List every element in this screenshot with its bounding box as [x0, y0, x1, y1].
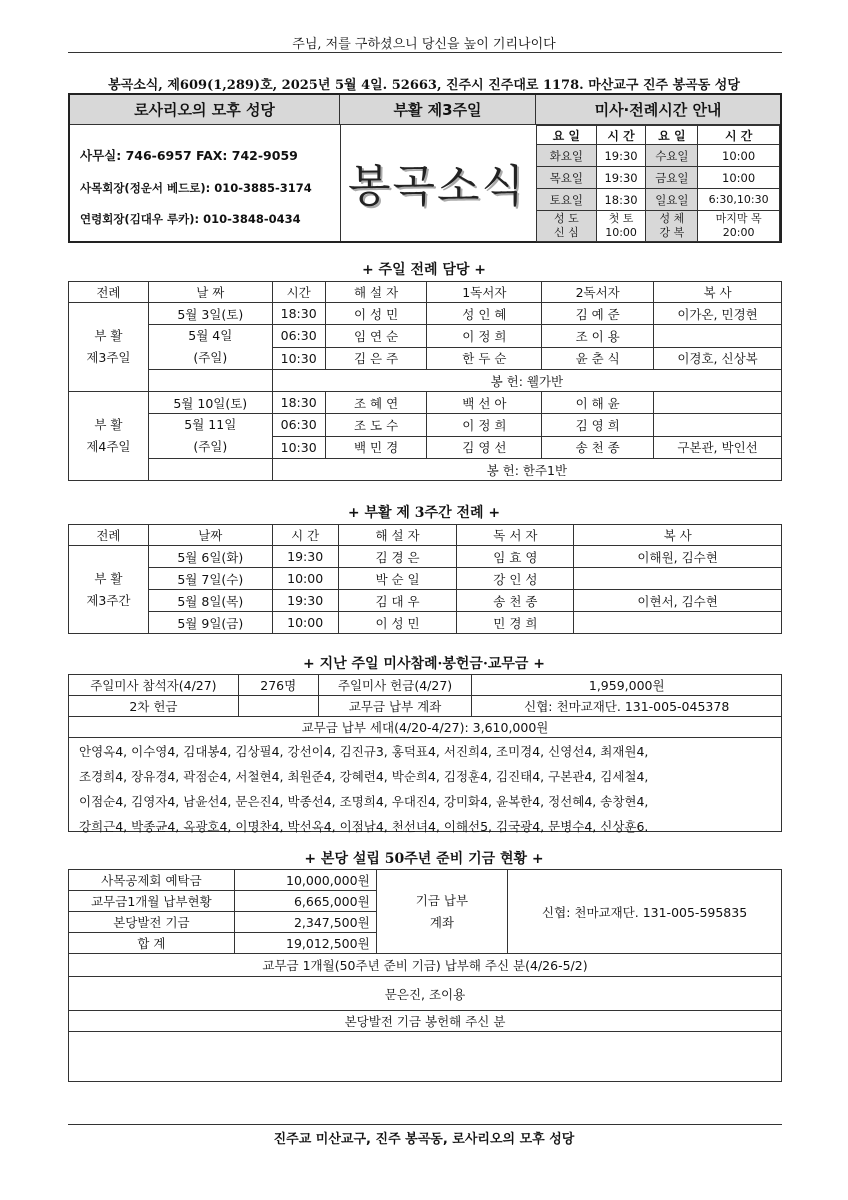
fund-item-value: 6,665,000원	[234, 891, 376, 912]
donors-line: 이점순4, 김영자4, 남윤선4, 문은진4, 박종선4, 조명희4, 우대진4, 강미화4, 윤복한4, 정선혜4, 송창현4,	[79, 794, 649, 809]
time-cell: 10:00	[272, 612, 338, 634]
fund-account-value: 신협: 천마교재단. 131-005-595835	[508, 870, 782, 954]
chairman-contact: 사목회장(정운서 베드로): 010-3885-3174	[80, 181, 312, 195]
fund-item-label: 본당발전 기금	[69, 912, 235, 933]
top-divider	[68, 52, 782, 53]
office-phone: 사무실: 746-6957 FAX: 742-9059	[80, 148, 298, 163]
reader2-cell: 김 영 희	[542, 414, 654, 437]
reader1-cell: 김 영 선	[427, 436, 542, 459]
reader1-cell: 백 선 아	[427, 392, 542, 414]
servers-cell	[654, 414, 782, 437]
time-cell: 10:30	[272, 347, 325, 370]
col-date: 날짜	[148, 525, 272, 546]
sunday-liturgy-table	[68, 281, 782, 481]
mt-first-sat: 첫 토 10:00	[596, 211, 646, 242]
footer-text: 진주교 미산교구, 진주 봉곡동, 로사리오의 모후 성당	[273, 1132, 575, 1147]
reader-cell: 민 경 희	[457, 612, 574, 634]
col-liturgy: 전례	[69, 282, 149, 303]
col-liturgy: 전례	[69, 525, 149, 546]
commentator-cell: 이 성 민	[325, 303, 427, 325]
col-date: 날 짜	[148, 282, 272, 303]
liturgy-label: 부 활 제4주일	[69, 392, 149, 481]
fund-item-label: 교무금1개월 납부현황	[69, 891, 235, 912]
mt-header-time: 시 간	[698, 126, 780, 145]
col-reader1: 1독서자	[427, 282, 542, 303]
servers-cell: 구본관, 박인선	[654, 436, 782, 459]
reader2-cell: 송 천 종	[542, 436, 654, 459]
reader1-cell: 이 정 희	[427, 325, 542, 348]
mt-day: 금요일	[646, 167, 698, 189]
col-servers: 복 사	[654, 282, 782, 303]
dues-contributors: 문은진, 조이용	[69, 977, 782, 1011]
offerings-title: + 지난 주일 미사참례·봉헌금·교무금 +	[302, 656, 546, 672]
footer-divider	[68, 1124, 782, 1125]
fund-item-label: 사목공제회 예탁금	[69, 870, 235, 891]
dev-fund-contributors	[69, 1032, 782, 1082]
col-commentator: 해 설 자	[338, 525, 457, 546]
mt-time: 19:30	[596, 145, 646, 167]
servers-cell	[654, 325, 782, 348]
donors-line: 조경희4, 장유경4, 곽점순4, 서철현4, 최원준4, 강혜련4, 박순희4, 김정훈4, 김진태4, 구본관4, 김세철4,	[79, 769, 649, 784]
reader2-cell: 이 해 윤	[542, 392, 654, 414]
parish-name: 로사리오의 모후 성당	[70, 95, 340, 125]
col-reader: 독 서 자	[457, 525, 574, 546]
mass-times-table	[536, 125, 780, 242]
top-motto: 주님, 저를 구하셨으니 당신을 높이 기리나이다	[292, 37, 556, 52]
liturgy-label: 부 활 제3주일	[69, 303, 149, 392]
offertory-row: 봉 헌: 웰가반	[272, 370, 781, 392]
header-divider	[340, 125, 341, 241]
time-cell: 06:30	[272, 325, 325, 348]
commentator-cell: 박 순 일	[338, 568, 457, 590]
servers-cell: 이해원, 김수현	[574, 546, 782, 568]
time-cell: 19:30	[272, 590, 338, 612]
spacer-cell	[148, 459, 272, 481]
date-cell: 5월 9일(금)	[148, 612, 272, 634]
mt-header-day: 요 일	[537, 126, 597, 145]
servers-cell: 이가온, 민경현	[654, 303, 782, 325]
commentator-cell: 조 혜 연	[325, 392, 427, 414]
servers-cell	[574, 612, 782, 634]
reader1-cell: 한 두 순	[427, 347, 542, 370]
mt-day: 일요일	[646, 189, 698, 211]
commentator-cell: 백 민 경	[325, 436, 427, 459]
col-time: 시 간	[272, 525, 338, 546]
commentator-cell: 이 성 민	[338, 612, 457, 634]
date-cell: 5월 11일 (주일)	[148, 414, 272, 459]
newsletter-logo: 봉곡소식	[347, 161, 526, 212]
dev-fund-title: 본당발전 기금 봉헌해 주신 분	[69, 1011, 782, 1032]
time-cell: 18:30	[272, 392, 325, 414]
reader2-cell: 윤 춘 식	[542, 347, 654, 370]
second-collection-label: 2차 헌금	[69, 696, 239, 717]
dues-contributors-title: 교무금 1개월(50주년 준비 기금) 납부해 주신 분(4/26-5/2)	[69, 954, 782, 977]
union-chair-contact: 연령회장(김대우 루카): 010-3848-0434	[80, 212, 301, 226]
weekday-liturgy-table	[68, 524, 782, 634]
date-cell: 5월 7일(수)	[148, 568, 272, 590]
commentator-cell: 김 경 은	[338, 546, 457, 568]
offerings-table	[68, 674, 782, 738]
commentator-cell: 조 도 수	[325, 414, 427, 437]
mt-day: 화요일	[537, 145, 597, 167]
time-cell: 06:30	[272, 414, 325, 437]
fund-account-label: 기금 납부 계좌	[376, 870, 508, 954]
reader1-cell: 이 정 희	[427, 414, 542, 437]
reader1-cell: 성 인 혜	[427, 303, 542, 325]
dues-account-label: 교무금 납부 계좌	[318, 696, 472, 717]
donors-line: 안영옥4, 이수영4, 김대봉4, 김상필4, 강선이4, 김진규3, 홍덕표4, 서진희4, 조미경4, 신영선4, 최재원4,	[79, 744, 649, 759]
commentator-cell: 임 연 순	[325, 325, 427, 348]
reader-cell: 송 천 종	[457, 590, 574, 612]
donors-line: 강희근4, 박종균4, 옥광호4, 이명찬4, 박선옥4, 이점남4, 천선녀4, 이해선5, 김국광4, 문병수4, 신상훈6.	[79, 819, 649, 834]
attendance-label: 주일미사 참석자(4/27)	[69, 675, 239, 696]
fund-item-value: 10,000,000원	[234, 870, 376, 891]
mt-day: 토요일	[537, 189, 597, 211]
mt-time: 19:30	[596, 167, 646, 189]
col-commentator: 해 설 자	[325, 282, 427, 303]
issue-info: 봉곡소식, 제609(1,289)호, 2025년 5월 4일. 52663, 진주시 진주대로 1178. 마산교구 진주 봉곡동 성당	[108, 78, 740, 93]
fund-table	[68, 869, 782, 1082]
sunday-liturgy-title: + 주일 전례 담당 +	[361, 262, 487, 278]
fund-item-value: 2,347,500원	[234, 912, 376, 933]
reader2-cell: 김 예 준	[542, 303, 654, 325]
mt-day: 수요일	[646, 145, 698, 167]
donors-list	[68, 737, 782, 832]
time-cell: 18:30	[272, 303, 325, 325]
reader2-cell: 조 이 용	[542, 325, 654, 348]
liturgy-label: 부 활 제3주간	[69, 546, 149, 634]
mt-header-time: 시 간	[596, 126, 646, 145]
attendance-value: 276명	[238, 675, 318, 696]
fund-total-value: 19,012,500원	[234, 933, 376, 954]
date-cell: 5월 10일(토)	[148, 392, 272, 414]
mt-time: 18:30	[596, 189, 646, 211]
offering-value: 1,959,000원	[472, 675, 782, 696]
dues-summary: 교무금 납부 세대(4/20-4/27): 3,610,000원	[69, 717, 782, 738]
time-cell: 10:30	[272, 436, 325, 459]
time-cell: 19:30	[272, 546, 338, 568]
reader-cell: 임 효 영	[457, 546, 574, 568]
mt-last-thu: 마지막 목 20:00	[698, 211, 780, 242]
mt-header-day: 요 일	[646, 126, 698, 145]
commentator-cell: 김 대 우	[338, 590, 457, 612]
weekday-liturgy-title: + 부활 제 3주간 전례 +	[347, 505, 501, 521]
date-cell: 5월 4일 (주일)	[148, 325, 272, 370]
col-servers: 복 사	[574, 525, 782, 546]
date-cell: 5월 3일(토)	[148, 303, 272, 325]
fund-total-label: 합 계	[69, 933, 235, 954]
mt-time: 6:30,10:30	[698, 189, 780, 211]
col-time: 시간	[272, 282, 325, 303]
fund-title: + 본당 설립 50주년 준비 기금 현황 +	[304, 851, 544, 867]
second-collection-value	[238, 696, 318, 717]
mt-adoration: 성 체 강 복	[646, 211, 698, 242]
mt-time: 10:00	[698, 167, 780, 189]
commentator-cell: 김 은 주	[325, 347, 427, 370]
spacer-cell	[148, 370, 272, 392]
time-cell: 10:00	[272, 568, 338, 590]
col-reader2: 2독서자	[542, 282, 654, 303]
servers-cell	[654, 392, 782, 414]
reader-cell: 강 인 성	[457, 568, 574, 590]
dues-account-value: 신협: 천마교재단. 131-005-045378	[472, 696, 782, 717]
mt-day: 목요일	[537, 167, 597, 189]
sunday-title: 부활 제3주일	[340, 95, 536, 125]
date-cell: 5월 8일(목)	[148, 590, 272, 612]
servers-cell: 이경호, 신상복	[654, 347, 782, 370]
offertory-row: 봉 헌: 한주1반	[272, 459, 781, 481]
offering-label: 주일미사 헌금(4/27)	[318, 675, 472, 696]
mass-time-title: 미사·전례시간 안내	[536, 95, 780, 125]
date-cell: 5월 6일(화)	[148, 546, 272, 568]
servers-cell: 이현서, 김수현	[574, 590, 782, 612]
servers-cell	[574, 568, 782, 590]
mt-time: 10:00	[698, 145, 780, 167]
mt-devotion: 성 도 신 심	[537, 211, 597, 242]
